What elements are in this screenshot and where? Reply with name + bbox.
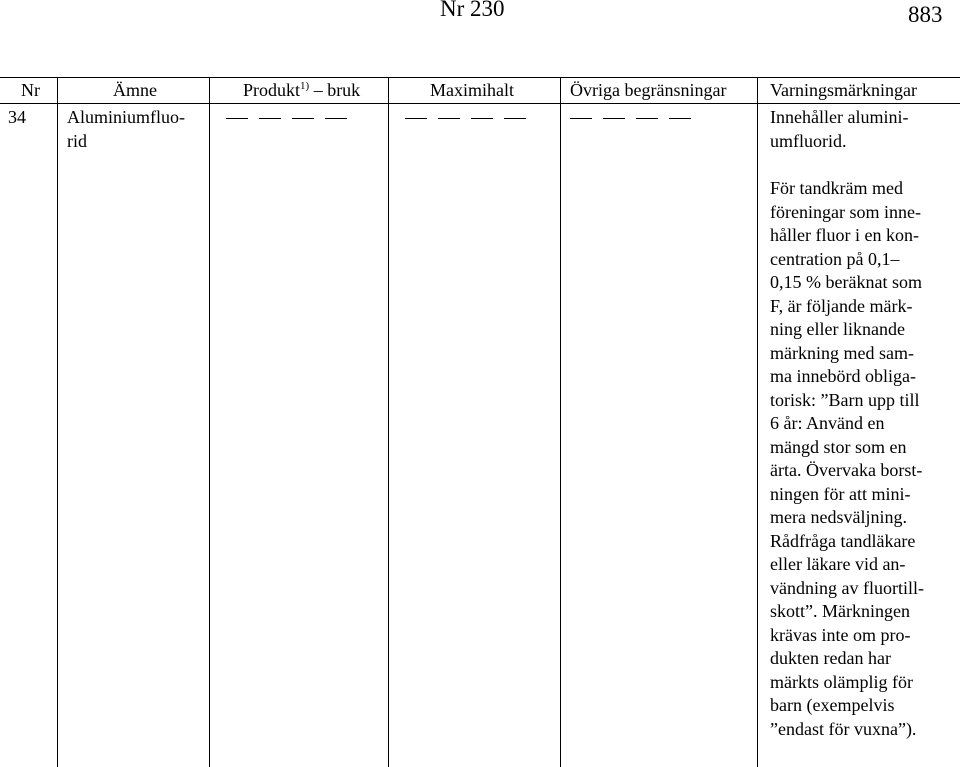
- warning-line: krävas inte om pro-: [770, 624, 911, 645]
- warning-intro-line: Innehåller alumini-: [770, 107, 909, 127]
- column-divider-5: [757, 77, 758, 767]
- warning-line: vändning av fluortill-: [770, 577, 924, 598]
- row-nr: 34: [8, 107, 26, 127]
- produkt-empty-dashes: [226, 106, 358, 129]
- column-header-maximihalt: Maximihalt: [430, 80, 514, 100]
- table-header-rule: [0, 103, 960, 104]
- column-header-ovriga: Övriga begränsningar: [570, 80, 727, 100]
- produkt-bruk-label: – bruk: [309, 80, 361, 100]
- warning-line: barn (exempelvis: [770, 695, 895, 715]
- column-header-varning: Varningsmärkningar: [770, 80, 917, 100]
- warning-line: eller läkare vid an-: [770, 554, 906, 574]
- warning-line: Rådfråga tandläkare: [770, 530, 916, 551]
- ovriga-empty-dashes: [570, 106, 702, 129]
- warning-line: mera nedsväljning.: [770, 507, 907, 527]
- warning-line: För tandkräm med: [770, 178, 903, 198]
- column-divider-1: [57, 77, 58, 767]
- issue-number: Nr 230: [440, 0, 505, 21]
- warning-line: skott”. Märkningen: [770, 601, 910, 621]
- column-header-amne: Ämne: [113, 80, 157, 100]
- warning-line: ärta. Övervaka borst-: [770, 460, 923, 480]
- warning-line: dukten redan har: [770, 648, 891, 668]
- column-divider-2: [209, 77, 210, 767]
- warning-line: 0,15 % beräknat som: [770, 272, 922, 292]
- produkt-label: Produkt: [243, 80, 301, 100]
- substance-line-2: rid: [67, 130, 87, 151]
- row-substance: [67, 106, 185, 153]
- column-header-produkt: [243, 80, 360, 101]
- warning-line: torisk: ”Barn upp till: [770, 389, 920, 410]
- warning-line: 6 år: Använd en: [770, 413, 885, 433]
- warning-line: ma innebörd obliga-: [770, 366, 916, 386]
- warning-line: föreningar som inne-: [770, 201, 921, 222]
- warning-line: F, är följande märk-: [770, 295, 913, 316]
- footnote-marker: 1): [300, 80, 310, 92]
- warning-line: ningen för att mini-: [770, 483, 911, 504]
- column-header-nr: Nr: [21, 80, 40, 100]
- table-top-rule: [0, 77, 960, 78]
- column-divider-4: [560, 77, 561, 767]
- column-divider-3: [388, 77, 389, 767]
- warning-line: håller fluor i en kon-: [770, 225, 919, 245]
- warning-line: märkning med sam-: [770, 342, 914, 363]
- warning-text: [770, 106, 924, 741]
- warning-intro-line: umfluorid.: [770, 130, 847, 151]
- page-number: 883: [908, 2, 943, 27]
- warning-line: ”endast för vuxna”).: [770, 718, 917, 739]
- warning-line: ning eller liknande: [770, 319, 905, 339]
- warning-line: centration på 0,1–: [770, 248, 900, 269]
- maximihalt-empty-dashes: [405, 106, 537, 129]
- substance-line-1: Aluminiumfluo-: [67, 107, 185, 127]
- warning-line: mängd stor som en: [770, 436, 907, 457]
- warning-line: märkts olämplig för: [770, 671, 913, 692]
